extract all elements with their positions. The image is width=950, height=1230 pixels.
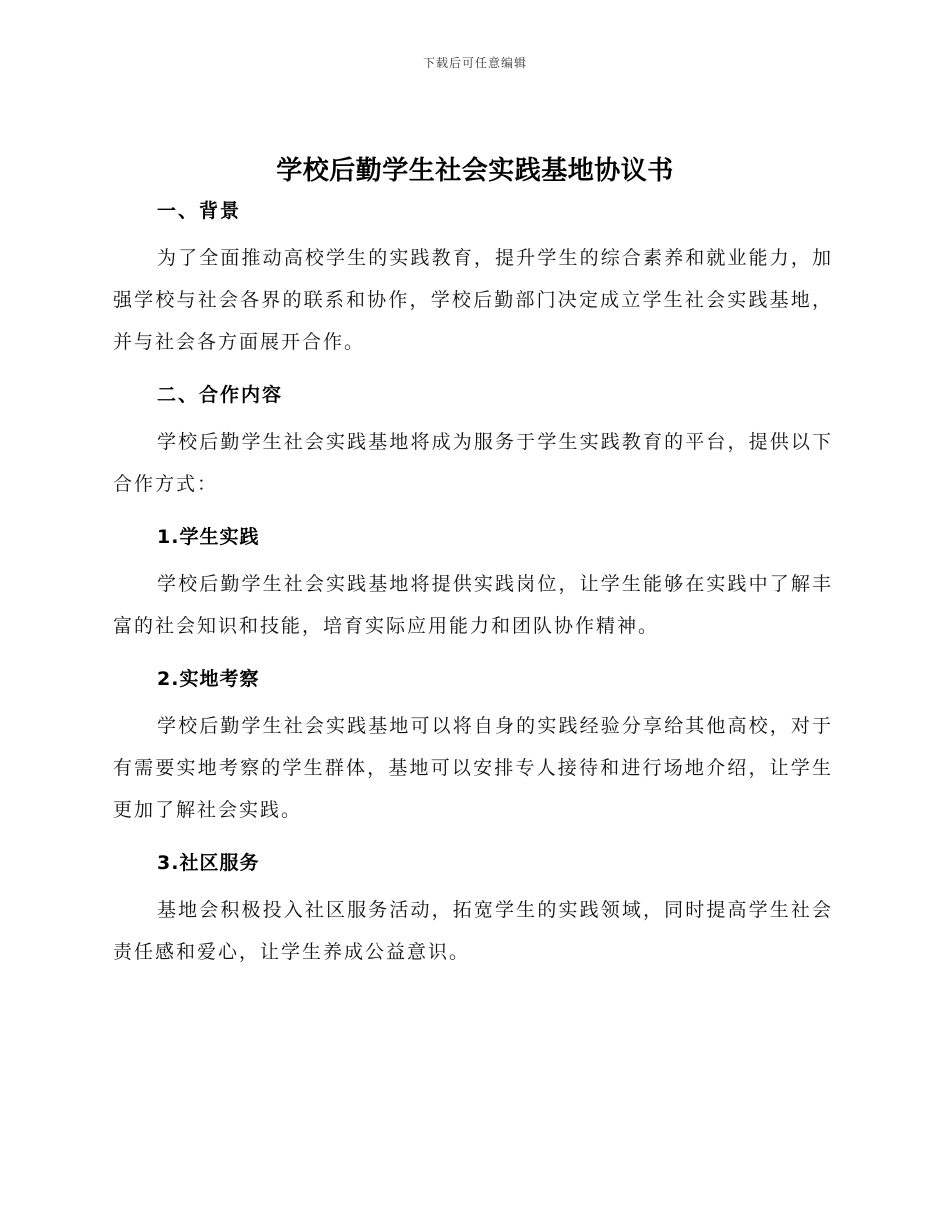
document-body xyxy=(113,193,833,973)
item-paragraph-site-visit: 学校后勤学生社会实践基地可以将自身的实践经验分享给其他高校，对于有需要实地考察的学生群体，基地可以安排专人接待和进行场地介绍，让学生更加了解社会实践。 xyxy=(113,715,833,821)
item-heading-site-visit: 2.实地考察 xyxy=(157,668,260,690)
section-heading-cooperation: 二、合作内容 xyxy=(157,384,284,406)
item-heading-student-practice: 1.学生实践 xyxy=(157,526,260,548)
document-title: 学校后勤学生社会实践基地协议书 xyxy=(276,156,674,186)
item-paragraph-student-practice: 学校后勤学生社会实践基地将提供实践岗位，让学生能够在实践中了解丰富的社会知识和技能，培育实际应用能力和团队协作精神。 xyxy=(113,573,833,637)
item-heading-community-service: 3.社区服务 xyxy=(157,852,260,874)
page-header-note: 下载后可任意编辑 xyxy=(422,56,527,70)
section-heading-background: 一、背景 xyxy=(157,200,242,222)
item-paragraph-community-service: 基地会积极投入社区服务活动，拓宽学生的实践领域，同时提高学生社会责任感和爱心，让学生养成公益意识。 xyxy=(113,899,833,963)
section-paragraph-background: 为了全面推动高校学生的实践教育，提升学生的综合素养和就业能力，加强学校与社会各界的联系和协作，学校后勤部门决定成立学生社会实践基地，并与社会各方面展开合作。 xyxy=(113,247,833,353)
section-paragraph-cooperation: 学校后勤学生社会实践基地将成为服务于学生实践教育的平台，提供以下合作方式： xyxy=(113,431,833,495)
